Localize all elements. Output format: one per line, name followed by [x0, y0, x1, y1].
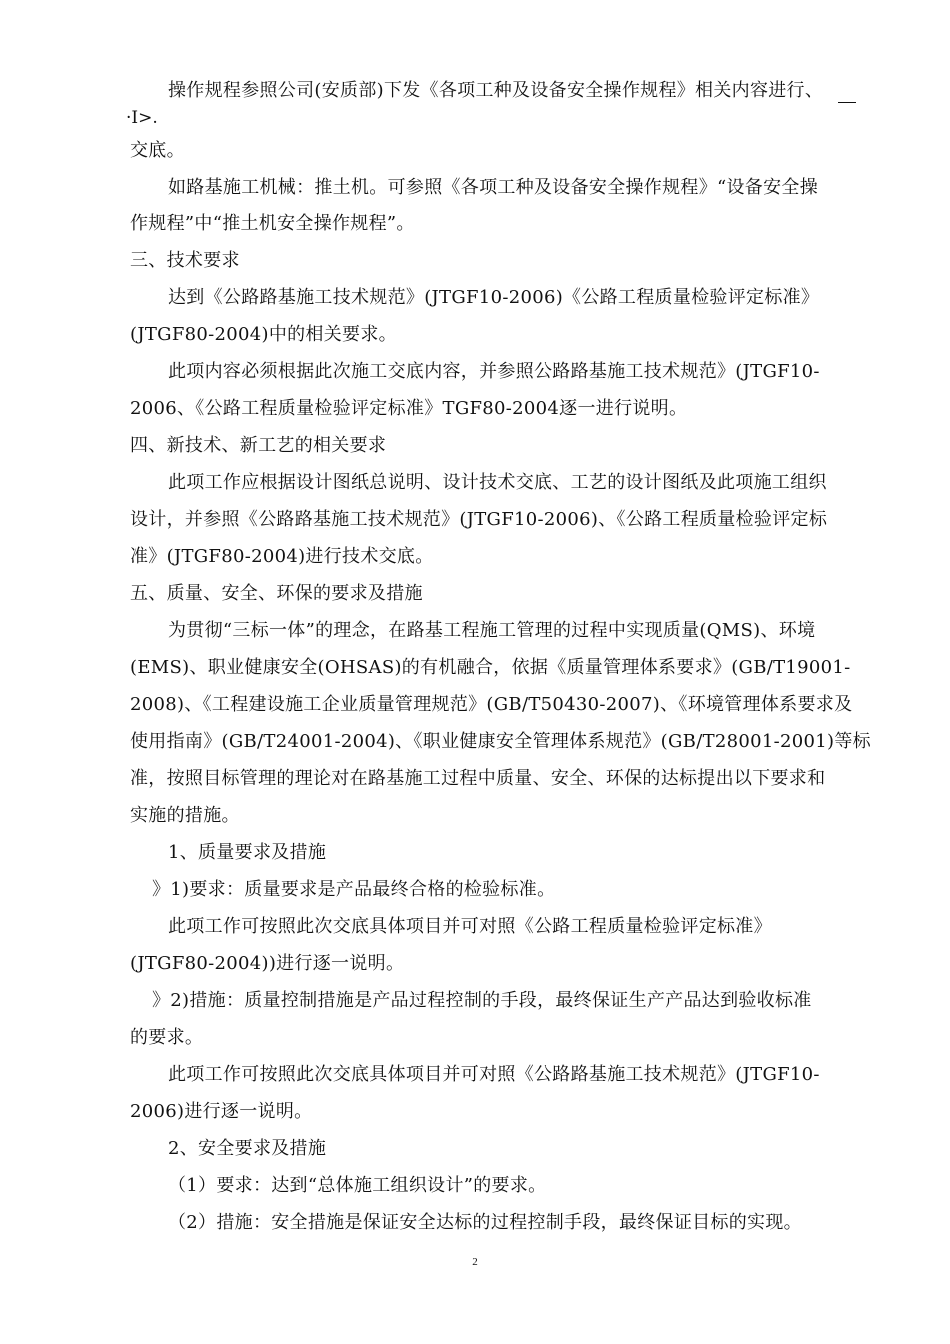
text-line: 》1)要求：质量要求是产品最终合格的检验标准。 — [152, 879, 556, 900]
text-line: 的要求。 — [130, 1027, 204, 1048]
text-line: 如路基施工机械：推土机。可参照《各项工种及设备安全操作规程》“设备安全操 — [168, 177, 818, 198]
text-line: 2006)进行逐一说明。 — [130, 1101, 313, 1122]
text-line: 2008)、《工程建设施工企业质量管理规范》(GB/T50430-2007)、《环境管理体系要求及 — [130, 694, 853, 715]
text-line: (JTGF80-2004))进行逐一说明。 — [130, 953, 405, 974]
text-line: (EMS)、职业健康安全(OHSAS)的有机融合，依据《质量管理体系要求》(GB/T19001- — [130, 657, 851, 678]
section-heading: 四、新技术、新工艺的相关要求 — [130, 435, 387, 456]
text-line: 操作规程参照公司(安质部)下发《各项工种及设备安全操作规程》相关内容进行、 — [168, 80, 824, 101]
text-line: 此项工作应根据设计图纸总说明、设计技术交底、工艺的设计图纸及此项施工组织 — [168, 472, 827, 493]
subsection-heading: 2、安全要求及措施 — [168, 1138, 327, 1159]
text-line: 交底。 — [130, 140, 185, 161]
text-line: 为贯彻“三标一体”的理念，在路基工程施工管理的过程中实现质量(QMS)、环境 — [168, 620, 816, 641]
stray-mark: ·I>. — [126, 108, 158, 128]
subsection-heading: 1、质量要求及措施 — [168, 842, 327, 863]
text-line: 准，按照目标管理的理论对在路基施工过程中质量、安全、环保的达标提出以下要求和 — [130, 768, 826, 789]
text-line: 设计，并参照《公路路基施工技术规范》(JTGF10-2006)、《公路工程质量检验评定标 — [130, 509, 828, 530]
section-heading: 五、质量、安全、环保的要求及措施 — [130, 583, 423, 604]
text-line: 作规程”中“推土机安全操作规程”。 — [130, 213, 415, 234]
text-line: 此项工作可按照此次交底具体项目并可对照《公路路基施工技术规范》(JTGF10- — [168, 1064, 820, 1085]
text-line: (JTGF80-2004)中的相关要求。 — [130, 324, 397, 345]
text-line: 此项工作可按照此次交底具体项目并可对照《公路工程质量检验评定标准》 — [168, 916, 772, 937]
text-line: （1）要求：达到“总体施工组织设计”的要求。 — [168, 1175, 547, 1196]
text-line: 使用指南》(GB/T24001-2004)、《职业健康安全管理体系规范》(GB/T28001-2001)等标 — [130, 731, 871, 752]
text-line: 此项内容必须根据此次施工交底内容，并参照公路路基施工技术规范》(JTGF10- — [168, 361, 820, 382]
section-heading: 三、技术要求 — [130, 250, 240, 271]
text-line: 2006、《公路工程质量检验评定标准》TGF80-2004逐一进行说明。 — [130, 398, 688, 419]
text-line: 准》(JTGF80-2004)进行技术交底。 — [130, 546, 434, 567]
underline-mark — [838, 80, 856, 103]
text-line: 达到《公路路基施工技术规范》(JTGF10-2006)《公路工程质量检验评定标准》 — [168, 287, 820, 308]
page-number: 2 — [472, 1256, 478, 1268]
text-line: （2）措施：安全措施是保证安全达标的过程控制手段，最终保证目标的实现。 — [168, 1212, 802, 1233]
text-line: 》2)措施：质量控制措施是产品过程控制的手段，最终保证生产产品达到验收标准 — [152, 990, 812, 1011]
text-line: 实施的措施。 — [130, 805, 240, 826]
